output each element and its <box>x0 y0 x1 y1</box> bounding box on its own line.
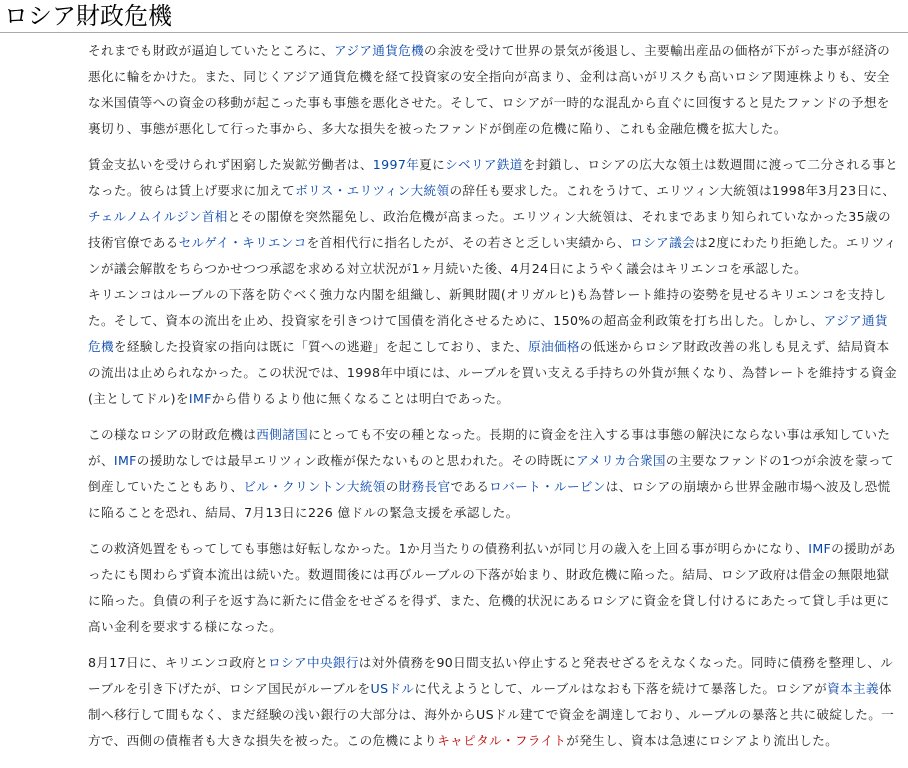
paragraph-text: 賃金支払いを受けられず困窮した炭鉱労働者は、 <box>88 157 373 172</box>
article-link[interactable]: 資本主義 <box>827 681 879 696</box>
article-link[interactable]: チェルノムイルジン首相 <box>88 209 228 224</box>
paragraph-3 <box>88 282 900 412</box>
article-link[interactable]: セルゲイ・キリエンコ <box>178 235 307 250</box>
paragraph-text: は対外債務を90日間支払い停止すると発表せざるをえなくなった。同時に債務を整理し、ルーブルを引き下げたが、ロシア国民がルーブルを <box>88 655 894 696</box>
article-link[interactable]: アジア通貨危機 <box>88 313 888 354</box>
article-link[interactable]: IMF <box>188 391 212 406</box>
paragraph-text: を封鎖し、ロシアの広大な領土は数週間に渡って二分される事となった。彼らは賃上げ要求に加えて <box>88 157 899 198</box>
article-link[interactable]: USドル <box>370 681 415 696</box>
article-link[interactable]: ロシア中央銀行 <box>268 655 359 670</box>
paragraph-text: の辞任も要求した。これをうけて、エリツィン大統領は1998年3月23日に、 <box>449 183 896 198</box>
article-link[interactable]: ロバート・ルービン <box>489 479 606 494</box>
paragraph-text: 夏に <box>419 157 446 172</box>
paragraph-text: にとっても不安の種となった。長期的に資金を注入する事は事態の解決にならない事は承知していたが、 <box>88 427 891 468</box>
paragraph-text: キリエンコはルーブルの下落を防ぐべく強力な内閣を組織し、新興財閥(オリガルヒ)も為替レート維持の姿勢を見せるキリエンコを支持した。そして、資本の流出を止め、投資家を引きつけて国債を消化させるために、150%の超高金利政策を打ち出した。しかし、 <box>88 287 887 328</box>
article-link[interactable]: アジア通貨危機 <box>333 43 425 58</box>
page-title: ロシア財政危機 <box>4 2 172 30</box>
paragraph-text: から借りるより他に無くなることは明白であった。 <box>211 391 510 406</box>
article-link[interactable]: ビル・クリントン大統領 <box>243 479 386 494</box>
paragraph-text: 体制へ移行して間もなく、まだ経験の浅い銀行の大部分は、海外からUSドル建てで資金を調達しており、ルーブルの暴落と共に破綻した。一方で、西側の債権者も大きな損失を被った。この危機により <box>88 681 895 748</box>
paragraph-text: それまでも財政が逼迫していたところに、 <box>88 43 334 58</box>
article-link[interactable]: ボリス・エリツィン大統領 <box>295 183 450 198</box>
paragraph-text: の主要なファンドの1つが余波を蒙って倒産していたこともあり、 <box>88 453 894 494</box>
article-link[interactable]: 西側諸国 <box>256 427 309 442</box>
paragraph-5 <box>88 536 900 640</box>
paragraph-text: の低迷からロシア財政改善の兆しも見えず、結局資本の流出は止められなかった。この状況では、1998年中頃には、ルーブルを買い支える手持ちの外貨が無くなり、為替レートを維持する資金(主としてドル)を <box>88 339 897 406</box>
paragraph-text: を経験した投資家の指向は既に「質への逃避」を起こしており、また、 <box>113 339 529 354</box>
paragraph-text: この救済処置をもってしても事態は好転しなかった。1か月当たりの債務利払いが同じ月の歳入を上回る事が明らかになり、 <box>88 541 809 556</box>
article-link[interactable]: シベリア鉄道 <box>445 157 523 172</box>
paragraph-text: は2度にわたり拒絶した。エリツィンが議会解散をちらつかせつつ承認を求める対立状況が1ヶ月続いた後、4月24日にようやく議会はキリエンコを承認した。 <box>88 235 897 276</box>
paragraph-2 <box>88 152 900 282</box>
paragraph-text: を首相代行に指名したが、その若さと乏しい実績から、 <box>306 235 631 250</box>
title-divider <box>0 32 908 33</box>
article-link[interactable]: ロシア議会 <box>630 235 695 250</box>
paragraph-text: この様なロシアの財政危機は <box>88 427 257 442</box>
paragraph-text: に代えようとして、ルーブルはなおも下落を続けて暴落した。ロシアが <box>414 681 828 696</box>
article-link[interactable]: キャピタル・フライト <box>437 733 567 748</box>
paragraph-text: の <box>385 479 399 494</box>
article-body <box>88 38 900 764</box>
article-link[interactable]: 財務長官 <box>398 479 451 494</box>
paragraph-text: が発生し、資本は急速にロシアより流出した。 <box>566 733 839 748</box>
paragraph-text: の援助があったにも関わらず資本流出は続いた。数週間後には再びルーブルの下落が始まり、財政危機に陥った。結局、ロシア政府は借金の無限地獄に陥った。負債の利子を返す為に新たに借金をせざるを得ず、また、危機的状況にあるロシアに資金を貸し付けるにあたって貸し手は更に高い金利を要求する様になった。 <box>88 541 896 634</box>
paragraph-text: とその閣僚を突然罷免し、政治危機が高まった。エリツィン大統領は、それまであまり知られていなかった35歳の技術官僚である <box>88 209 891 250</box>
article-link[interactable]: アメリカ合衆国 <box>576 453 666 468</box>
article-link[interactable]: IMF <box>113 453 137 468</box>
paragraph-1 <box>88 38 900 142</box>
article-link[interactable]: 1997年 <box>372 157 420 172</box>
paragraph-4 <box>88 422 900 526</box>
paragraph-text: の余波を受けて世界の景気が後退し、主要輸出産品の価格が下がった事が経済の悪化に輪をかけた。また、同じくアジア通貨危機を経て投資家の安全指向が高まり、金利は高いがリスクも高いロシア関連株よりも、安全な米国債等への資金の移動が起こった事も事態を悪化させた。そして、ロシアが一時的な混乱から直ぐに回復すると見たファンドの予想を裏切り、事態が悪化して行った事から、多大な損失を被ったファンドが倒産の危機に陥り、これも金融危機を拡大した。 <box>88 43 891 136</box>
article-link[interactable]: 原油価格 <box>528 339 580 354</box>
article-link[interactable]: IMF <box>808 541 832 556</box>
paragraph-text: の援助なしでは最早エリツィン政権が保たないものと思われた。その時既に <box>136 453 577 468</box>
paragraph-text: 8月17日に、キリエンコ政府と <box>88 655 269 670</box>
paragraph-text: は、ロシアの崩壊から世界金融市場へ波及し恐慌に陥ることを恐れ、結局、7月13日に226 億ドルの緊急支援を承認した。 <box>88 479 891 520</box>
paragraph-6 <box>88 650 900 754</box>
paragraph-text: である <box>450 479 490 494</box>
